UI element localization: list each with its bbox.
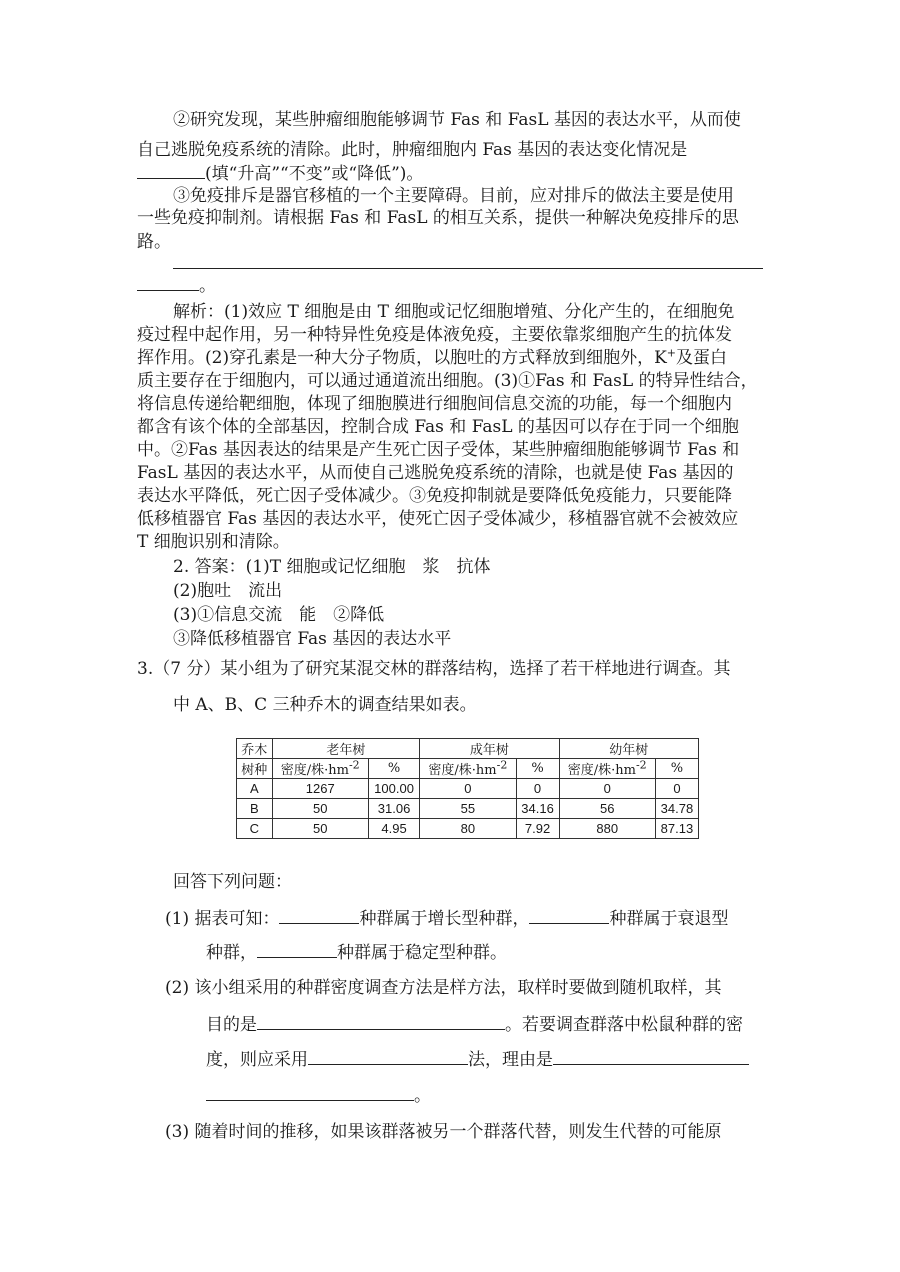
table-cell: 0 — [420, 779, 516, 799]
table-cell: 4.95 — [368, 819, 419, 839]
question-line — [206, 1046, 749, 1072]
answer-line: (3)①信息交流 能 ②降低 — [173, 605, 385, 625]
header-percent: % — [516, 759, 559, 779]
analysis-text: 挥作用。(2)穿孔素是一种大分子物质，以胞吐的方式释放到细胞外，K — [137, 348, 667, 368]
analysis-line: 都含有该个体的全部基因，控制合成 Fas 和 FasL 的基因可以存在于同一个细胞 — [137, 417, 739, 437]
question-text: 法，理由是 — [468, 1050, 553, 1070]
question-line — [206, 1082, 431, 1108]
period: 。 — [414, 1086, 431, 1106]
question-line: (3) 随着时间的推移，如果该群落被另一个群落代替，则发生代替的可能原 — [165, 1122, 722, 1142]
answer-blank[interactable] — [206, 1082, 414, 1101]
answer-blank[interactable] — [137, 160, 205, 179]
analysis-line: 疫过程中起作用，另一种特异性免疫是体液免疫，主要依靠浆细胞产生的抗体发 — [137, 325, 732, 345]
table-cell: 34.16 — [516, 799, 559, 819]
answer-line: 2. 答案：(1)T 细胞或记忆细胞 浆 抗体 — [173, 557, 491, 577]
analysis-line: FasL 基因的表达水平，从而使自己逃脱免疫系统的清除，也就是使 Fas 基因的 — [137, 463, 734, 483]
text-line: ③免疫排斥是器官移植的一个主要障碍。目前，应对排斥的做法主要是使用 — [173, 186, 734, 206]
answer-blank[interactable] — [553, 1046, 749, 1065]
analysis-line: 质主要存在于细胞内，可以通过通道流出细胞。(3)①Fas 和 FasL 的特异性结合， — [137, 371, 758, 391]
question-text: 种群属于增长型种群， — [359, 909, 530, 929]
header-density — [272, 759, 368, 779]
analysis-line: 表达水平降低，死亡因子受体减少。③免疫抑制就是要降低免疫能力，只要能降 — [137, 486, 732, 506]
text-line: ②研究发现，某些肿瘤细胞能够调节 Fas 和 FasL 基因的表达水平，从而使 — [173, 110, 741, 130]
question-text: 目的是 — [206, 1015, 257, 1035]
question-line — [206, 1011, 743, 1037]
period: 。 — [199, 276, 216, 296]
answer-line: ③降低移植器官 Fas 基因的表达水平 — [173, 629, 452, 649]
analysis-line: 将信息传递给靶细胞，体现了细胞膜进行细胞间信息交流的功能，每一个细胞内 — [137, 394, 732, 414]
question-line: (2) 该小组采用的种群密度调查方法是样方法，取样时要做到随机取样，其 — [165, 978, 722, 998]
header-corner: 乔木 — [237, 739, 273, 759]
header-density — [420, 759, 516, 779]
table-cell: 50 — [272, 819, 368, 839]
header-percent: % — [368, 759, 419, 779]
density-label: 密度/株·hm — [280, 763, 349, 778]
answer-line: (2)胞吐 流出 — [173, 581, 283, 601]
survey-table — [236, 738, 699, 839]
answer-blank[interactable] — [257, 939, 337, 958]
analysis-line: 低移植器官 Fas 基因的表达水平，使死亡因子受体减少，移植器官就不会被效应 — [137, 509, 739, 529]
table-row — [237, 779, 699, 799]
question-text: 中 A、B、C 三种乔木的调查结果如表。 — [173, 695, 477, 715]
header-density — [559, 759, 655, 779]
answer-blank[interactable] — [257, 1011, 505, 1030]
question-intro: 回答下列问题： — [173, 872, 292, 892]
text-line — [137, 160, 423, 186]
table-cell: 50 — [272, 799, 368, 819]
header-adult-trees: 成年树 — [420, 739, 559, 759]
question-text: (1) 据表可知： — [165, 909, 280, 929]
table-row — [237, 819, 699, 839]
table-cell: 880 — [559, 819, 655, 839]
answer-blank[interactable] — [529, 905, 609, 924]
question-line — [206, 939, 507, 965]
density-label: 密度/株·hm — [428, 763, 497, 778]
table-cell: 87.13 — [655, 819, 698, 839]
question-text: 种群属于衰退型 — [609, 909, 729, 929]
analysis-text: 及蛋白 — [676, 348, 727, 368]
header-old-trees: 老年树 — [272, 739, 420, 759]
superscript: + — [666, 346, 676, 360]
header-young-trees: 幼年树 — [559, 739, 698, 759]
header-corner: 树种 — [237, 759, 273, 779]
table-cell: 56 — [559, 799, 655, 819]
question-title: 3.（7 分）某小组为了研究某混交林的群落结构，选择了若干样地进行调查。其 — [137, 659, 731, 679]
question-line — [165, 905, 728, 931]
species-cell: C — [237, 819, 273, 839]
analysis-line — [137, 346, 727, 370]
text-line — [137, 272, 216, 298]
question-text: 度，则应采用 — [206, 1050, 308, 1070]
species-cell: B — [237, 799, 273, 819]
species-cell: A — [237, 779, 273, 799]
exponent: -2 — [635, 758, 647, 772]
header-percent: % — [655, 759, 698, 779]
text-line: 路。 — [137, 232, 171, 252]
answer-blank[interactable] — [308, 1046, 468, 1065]
exponent: -2 — [348, 758, 360, 772]
answer-blank[interactable] — [279, 905, 359, 924]
table-cell: 34.78 — [655, 799, 698, 819]
table-cell: 31.06 — [368, 799, 419, 819]
answer-blank[interactable] — [137, 272, 199, 291]
table-cell: 100.00 — [368, 779, 419, 799]
table-cell: 1267 — [272, 779, 368, 799]
table-cell: 7.92 — [516, 819, 559, 839]
density-label: 密度/株·hm — [567, 763, 636, 778]
question-text: 。若要调查群落中松鼠种群的密 — [505, 1015, 743, 1035]
text-line: 自己逃脱免疫系统的清除。此时，肿瘤细胞内 Fas 基因的表达变化情况是 — [137, 140, 688, 160]
text-line: 一些免疫抑制剂。请根据 Fas 和 FasL 的相互关系，提供一种解决免疫排斥的思 — [137, 208, 739, 228]
exponent: -2 — [496, 758, 508, 772]
table-cell: 0 — [559, 779, 655, 799]
analysis-line: 解析：(1)效应 T 细胞是由 T 细胞或记忆细胞增殖、分化产生的，在细胞免 — [173, 302, 735, 322]
question-text: 种群， — [206, 943, 257, 963]
analysis-line: 中。②Fas 基因表达的结果是产生死亡因子受体，某些肿瘤细胞能够调节 Fas 和 — [137, 440, 740, 460]
answer-line[interactable] — [173, 268, 763, 269]
table-cell: 0 — [516, 779, 559, 799]
table-cell: 55 — [420, 799, 516, 819]
blank-hint: (填“升高”“不变”或“降低”)。 — [205, 164, 424, 184]
table-cell: 80 — [420, 819, 516, 839]
question-text: 种群属于稳定型种群。 — [337, 943, 507, 963]
analysis-line: T 细胞识别和清除。 — [137, 532, 290, 552]
table-row — [237, 799, 699, 819]
table-cell: 0 — [655, 779, 698, 799]
